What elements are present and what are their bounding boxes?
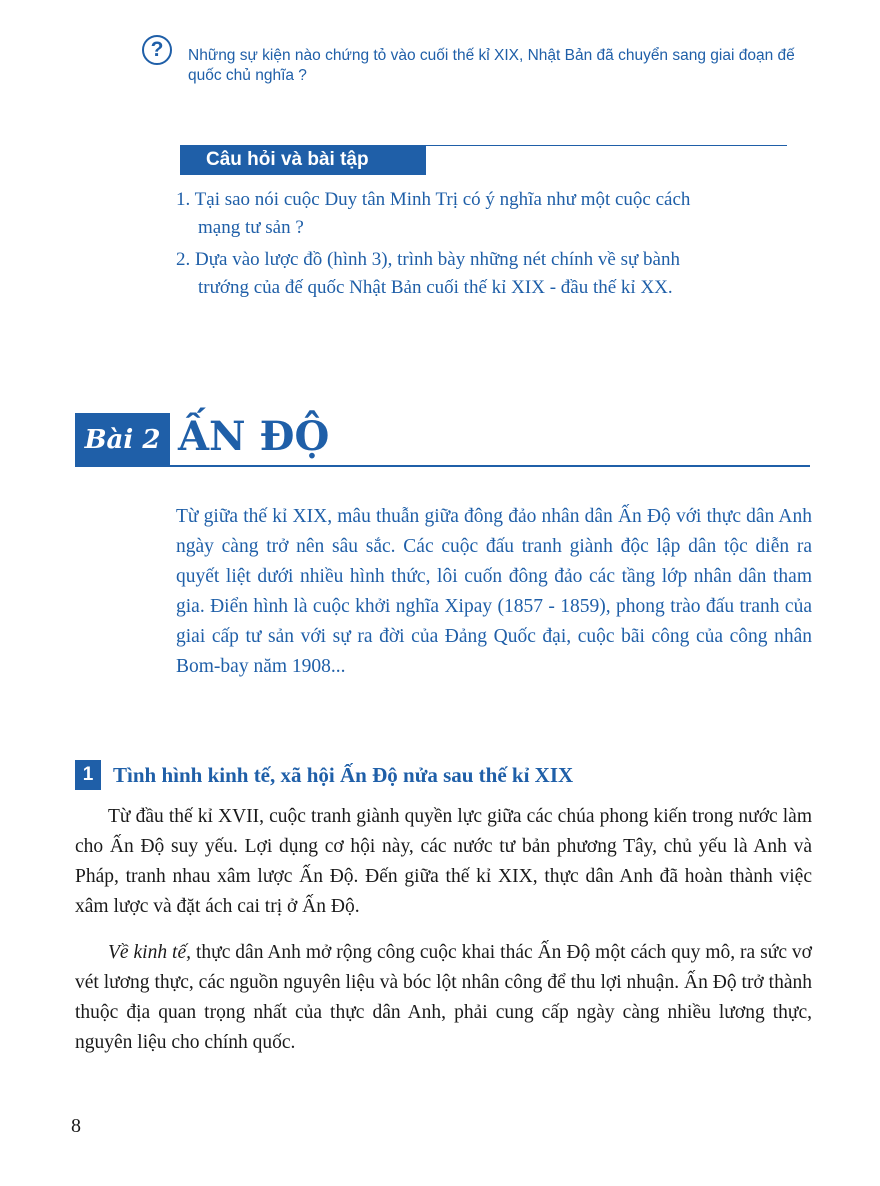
lesson-title: ẤN ĐỘ [178, 413, 330, 460]
lesson-intro: Từ giữa thế kỉ XIX, mâu thuẫn giữa đông đảo nhân dân Ấn Độ với thực dân Anh ngày càng trở nên sâu sắc. Các cuộc đấu tranh giành độc lập dân tộc diễn ra quyết liệt dưới nhiều hình thức, lôi cuốn đông đảo các tầng lớp nhân dân tham gia. Điển hình là cuộc khởi nghĩa Xipay (1857 - 1859), phong trào đấu tranh của giai cấp tư sản với sự ra đời của Đảng Quốc đại, cuộc bãi công của công nhân Bom-bay năm 1908... [176, 506, 812, 677]
section-title: Tình hình kinh tế, xã hội Ấn Độ nửa sau thế kỉ XIX [113, 763, 574, 787]
paragraph-2-body: thực dân Anh mở rộng công cuộc khai thác Ấn Độ một cách quy mô, ra sức vơ vét lương thực, các nguồn nguyên liệu và bóc lột nhân công để thu lợi nhuận. Ấn Độ trở thành thuộc địa quan trọng nhất của thực dân Anh, phải cung cấp ngày càng nhiều lương thực, nguyên liệu cho chính quốc. [75, 942, 812, 1053]
exercise-item-2-line1: 2. Dựa vào lược đồ (hình 3), trình bày những nét chính về sự bành [176, 249, 680, 270]
section-paragraph-1: Từ đầu thế kỉ XVII, cuộc tranh giành quyền lực giữa các chúa phong kiến trong nước làm cho Ấn Độ suy yếu. Lợi dụng cơ hội này, các nước tư bản phương Tây, chủ yếu là Anh và Pháp, tranh nhau xâm lược Ấn Độ. Đến giữa thế kỉ XIX, thực dân Anh đã hoàn thành việc xâm lược và đặt ách cai trị ở Ấn Độ. [75, 806, 812, 917]
lesson-label: Bài 2 [75, 413, 170, 467]
lesson-title-rule [170, 465, 810, 467]
exercise-item-2 [176, 246, 812, 302]
question-prompt-text: Những sự kiện nào chứng tỏ vào cuối thế kỉ XIX, Nhật Bản đã chuyển sang giai đoạn đế quốc chủ nghĩa ? [188, 47, 795, 84]
exercise-item-2-line2: trướng của đế quốc Nhật Bản cuối thế kỉ XIX - đầu thế kỉ XX. [198, 277, 673, 298]
exercise-item-1-line2: mạng tư sản ? [198, 217, 304, 238]
exercise-item-1-line1: 1. Tại sao nói cuộc Duy tân Minh Trị có ý nghĩa như một cuộc cách [176, 189, 691, 210]
exercise-item-1 [176, 186, 812, 242]
section-paragraph-2 [75, 938, 812, 1058]
section-number: 1 [75, 760, 101, 790]
page-number: 8 [71, 1115, 81, 1137]
paragraph-2-italic-lead: Về kinh tế, [108, 942, 191, 963]
exercises-title: Câu hỏi và bài tập [180, 145, 426, 175]
question-mark-icon: ? [142, 35, 172, 65]
